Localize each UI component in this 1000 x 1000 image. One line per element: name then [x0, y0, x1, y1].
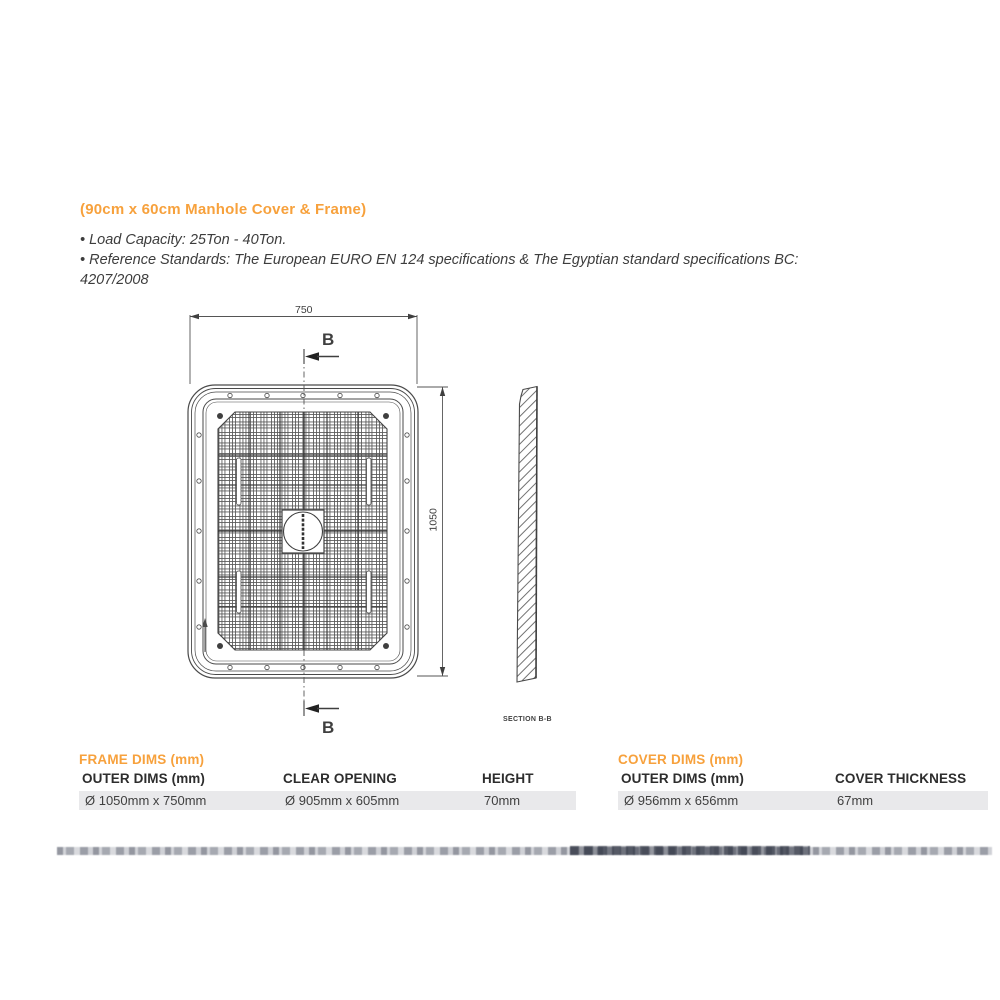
cover-dims-title: COVER DIMS (mm) — [618, 752, 744, 767]
section-marker-bottom-label: B — [322, 718, 335, 737]
page-bottom-texture — [57, 847, 992, 855]
product-title: (90cm x 60cm Manhole Cover & Frame) — [80, 201, 367, 218]
frame-dims-table — [79, 752, 576, 810]
section-marker-bottom — [304, 701, 339, 737]
cover-dims-table — [618, 752, 988, 810]
frame-outer-dims-value: Ø 1050mm x 750mm — [85, 793, 207, 808]
reference-standards-line-2: 4207/2008 — [80, 272, 149, 288]
cover-outer-dims-value: Ø 956mm x 656mm — [624, 793, 739, 808]
logo-emblem — [282, 510, 324, 553]
cover-outer-dims-header: OUTER DIMS (mm) — [621, 771, 744, 786]
product-intro — [80, 201, 980, 290]
cover-thickness-header: COVER THICKNESS — [835, 771, 967, 786]
frame-clear-opening-value: Ø 905mm x 605mm — [285, 793, 400, 808]
dimension-width — [190, 304, 417, 384]
frame-dims-header-row — [79, 771, 576, 787]
frame-dims-title: FRAME DIMS (mm) — [79, 752, 205, 767]
frame-height-value: 70mm — [484, 793, 521, 808]
technical-drawing — [145, 285, 605, 745]
dimension-height — [417, 387, 448, 676]
technical-drawing-svg — [145, 285, 605, 745]
cover-thickness-value: 67mm — [837, 793, 874, 808]
reference-standards-line: • Reference Standards: The European EURO EN 124 specifications & The Egyptian standard specifications BC: — [80, 252, 799, 268]
frame-dims-value-row — [79, 791, 576, 810]
section-marker-top-label: B — [322, 330, 335, 349]
dim-width-label: 750 — [295, 304, 313, 316]
frame-clear-opening-header: CLEAR OPENING — [283, 771, 397, 786]
section-marker-top — [304, 330, 339, 364]
dim-height-label: 1050 — [427, 508, 440, 532]
load-capacity-line: • Load Capacity: 25Ton - 40Ton. — [80, 232, 287, 248]
frame-height-header: HEIGHT — [482, 771, 534, 786]
page-bottom-texture-dark — [570, 846, 810, 855]
cover-dims-header-row — [618, 771, 988, 787]
frame-outer-dims-header: OUTER DIMS (mm) — [82, 771, 205, 786]
cover-dims-value-row — [618, 791, 988, 810]
plan-view — [188, 385, 418, 678]
cover-grid — [217, 412, 389, 650]
section-view — [503, 387, 552, 724]
section-label: SECTION B-B — [503, 716, 552, 723]
